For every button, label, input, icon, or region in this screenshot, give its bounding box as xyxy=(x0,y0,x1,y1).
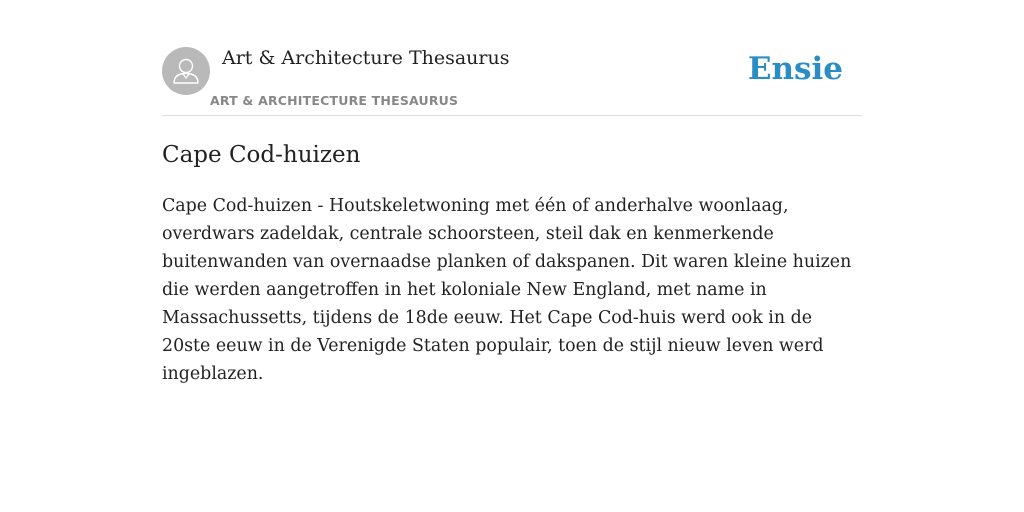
brand-logo[interactable]: Ensie xyxy=(747,51,843,87)
user-avatar-icon xyxy=(162,47,210,95)
page-title: Cape Cod-huizen xyxy=(162,142,361,168)
source-title[interactable]: Art & Architecture Thesaurus xyxy=(222,47,510,69)
entry-card xyxy=(162,0,862,384)
card-header xyxy=(162,0,862,116)
source-subtitle[interactable]: ART & ARCHITECTURE THESAURUS xyxy=(210,93,459,108)
avatar[interactable] xyxy=(162,47,210,95)
definition-text: Cape Cod-huizen - Houtskeletwoning met één of anderhalve woonlaag, overdwars zadeldak, centrale schoorsteen, steil dak en kenmerkende buitenwanden van overnaadse planken of dakspanen. Dit waren kleine huizen die werden aangetroffen in het koloniale New England, met name in Massachussetts, tijdens de 18de eeuw. Het Cape Cod-huis werd ook in de 20ste eeuw in de Verenigde Staten populair, toen de stijl nieuw leven werd ingeblazen. xyxy=(162,196,852,384)
